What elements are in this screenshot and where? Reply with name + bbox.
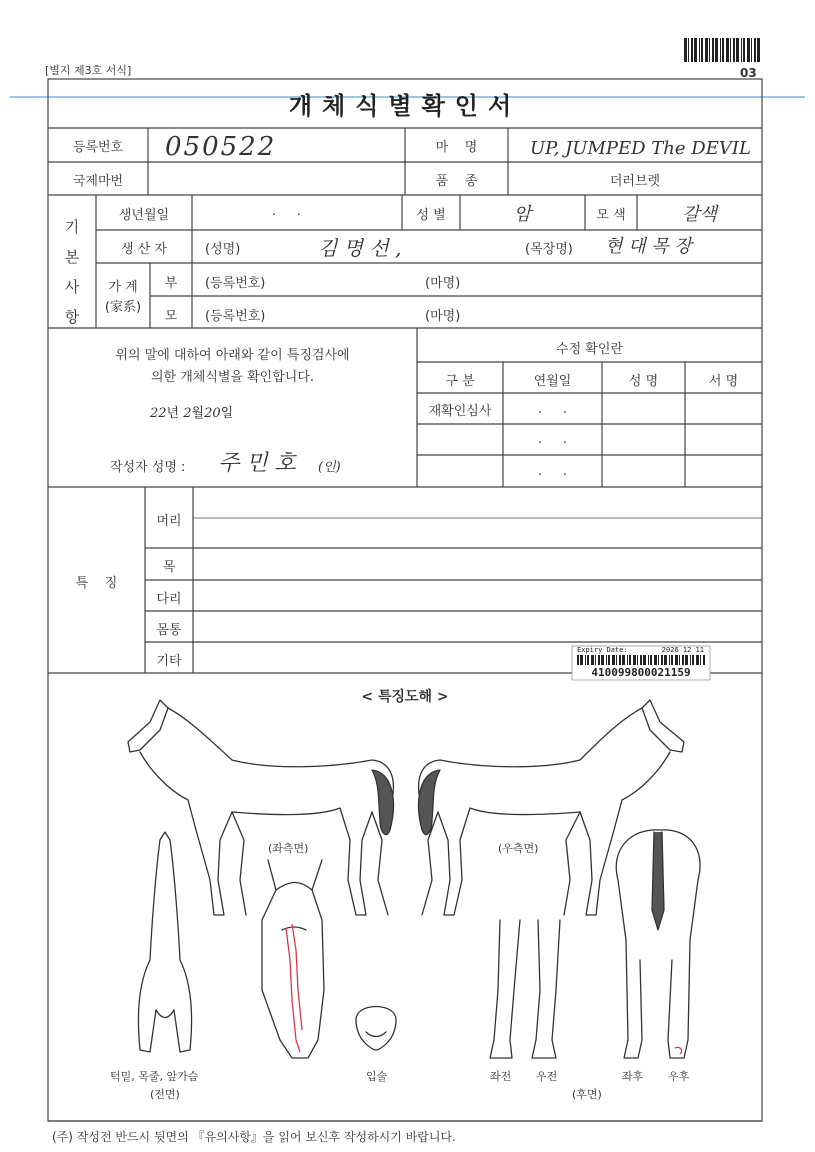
mod-row-date: . . <box>538 464 567 479</box>
dam-name-label: (마명) <box>425 309 461 324</box>
author-value: 주 민 호 <box>218 451 296 476</box>
horse-left-side-drawing <box>128 700 393 915</box>
mod-header-sign: 서 명 <box>708 374 739 389</box>
reg-no-label: 등록번호 <box>72 140 124 155</box>
date-month-unit: 월 <box>191 406 205 421</box>
sticker-expiry-value: 2026 12 11 <box>661 646 704 654</box>
breeder-label: 생 산 자 <box>121 242 167 257</box>
mod-header-name: 성 명 <box>628 374 659 389</box>
left-side-label: (좌측면) <box>268 842 309 855</box>
dam-reg-no-label: (등록번호) <box>205 309 266 324</box>
feature-legs-label: 다리 <box>156 592 182 607</box>
basic-section-label: 기본사항 <box>64 218 80 326</box>
front-legs-drawing <box>490 920 560 1058</box>
confirm-text-line1: 위의 말에 대하여 아래와 같이 특징검사에 <box>115 348 350 363</box>
seal: (인) <box>318 460 341 475</box>
pedigree-label: 가 계 <box>108 280 138 295</box>
coat-label: 모 색 <box>596 208 626 223</box>
sire-label: 부 <box>164 276 178 291</box>
confirm-text-line2: 의한 개체식별을 확인합니다. <box>150 370 315 385</box>
mod-header-type: 구 분 <box>445 374 475 389</box>
head-front-drawing <box>262 860 324 1058</box>
form-tag: [별지 제3호 서식] <box>45 64 132 77</box>
breeder-name-label: (성명) <box>205 242 241 257</box>
pedigree-label-hanja: (家系) <box>104 300 142 315</box>
horse-right-side-drawing <box>419 700 684 915</box>
breed-value: 더러브렛 <box>609 174 661 189</box>
horse-name-value: UP, JUMPED The DEVIL <box>530 138 751 159</box>
date-day: 20 <box>204 406 221 421</box>
left-fore-label: 좌전 <box>490 1070 512 1083</box>
mod-row-type: 재확인심사 <box>428 404 492 419</box>
feature-body-label: 몸통 <box>156 623 182 638</box>
feature-head-label: 머리 <box>156 514 182 529</box>
muzzle-drawing <box>356 1007 396 1051</box>
neck-label: 턱밑, 목줄, 앞가슴 <box>110 1070 199 1083</box>
footer-note: (주) 작성전 반드시 뒷면의 『유의사항』을 읽어 보신후 작성하시기 바랍니다. <box>52 1130 456 1144</box>
confirm-date <box>150 402 233 421</box>
sex-value: 암 <box>513 204 532 225</box>
features-section-label: 특 징 <box>75 576 118 591</box>
feature-neck-label: 목 <box>162 560 176 575</box>
right-fore-label: 우전 <box>536 1070 558 1083</box>
page-title: 개체식별확인서 <box>288 92 522 120</box>
breed-label: 품 종 <box>435 174 478 189</box>
right-hind-label: 우후 <box>668 1070 690 1083</box>
date-month: 2 <box>183 406 192 421</box>
date-year-unit: 년 <box>166 406 180 421</box>
date-year: 22 <box>150 406 167 421</box>
sire-name-label: (마명) <box>425 276 461 291</box>
dam-label: 모 <box>164 309 178 324</box>
author-label: 작성자 성명 : <box>110 460 186 475</box>
horse-name-label: 마 명 <box>435 140 478 155</box>
sire-reg-no-label: (등록번호) <box>205 276 266 291</box>
page-number: 03 <box>740 66 757 80</box>
intl-no-label: 국제마번 <box>72 174 124 189</box>
rear-view-drawing <box>616 830 700 1058</box>
reg-no-value: 050522 <box>165 132 277 162</box>
birth-label: 생년월일 <box>118 208 170 223</box>
feature-other-label: 기타 <box>156 654 182 669</box>
right-side-label: (우측면) <box>498 842 539 855</box>
neck-chest-drawing <box>138 832 191 1052</box>
birth-value: . . <box>272 204 301 219</box>
ranch-label: (목장명) <box>525 242 573 257</box>
sticker-code: 410099800021159 <box>591 666 691 679</box>
sex-label: 성 별 <box>416 208 446 223</box>
breeder-name-value: 김 명 선 , <box>318 236 402 260</box>
rear-label: (후면) <box>572 1088 602 1101</box>
diagram-title: < 특징도해 > <box>361 689 449 705</box>
mod-header-date: 연월일 <box>533 374 572 389</box>
ranch-value: 현 대 목 장 <box>605 236 692 257</box>
mod-row-date: . . <box>538 402 567 417</box>
mod-row-date: . . <box>538 432 567 447</box>
sticker-expiry <box>577 646 704 654</box>
mod-title: 수정 확인란 <box>556 342 623 357</box>
muzzle-label: 입술 <box>366 1070 388 1083</box>
front-label: (전면) <box>150 1088 180 1101</box>
coat-value: 갈색 <box>682 204 717 225</box>
sticker-expiry-label: Expiry Date: <box>577 646 628 654</box>
top-barcode <box>684 38 760 62</box>
left-hind-label: 좌후 <box>622 1070 644 1083</box>
red-markings <box>286 924 682 1054</box>
date-day-unit: 일 <box>220 406 234 421</box>
